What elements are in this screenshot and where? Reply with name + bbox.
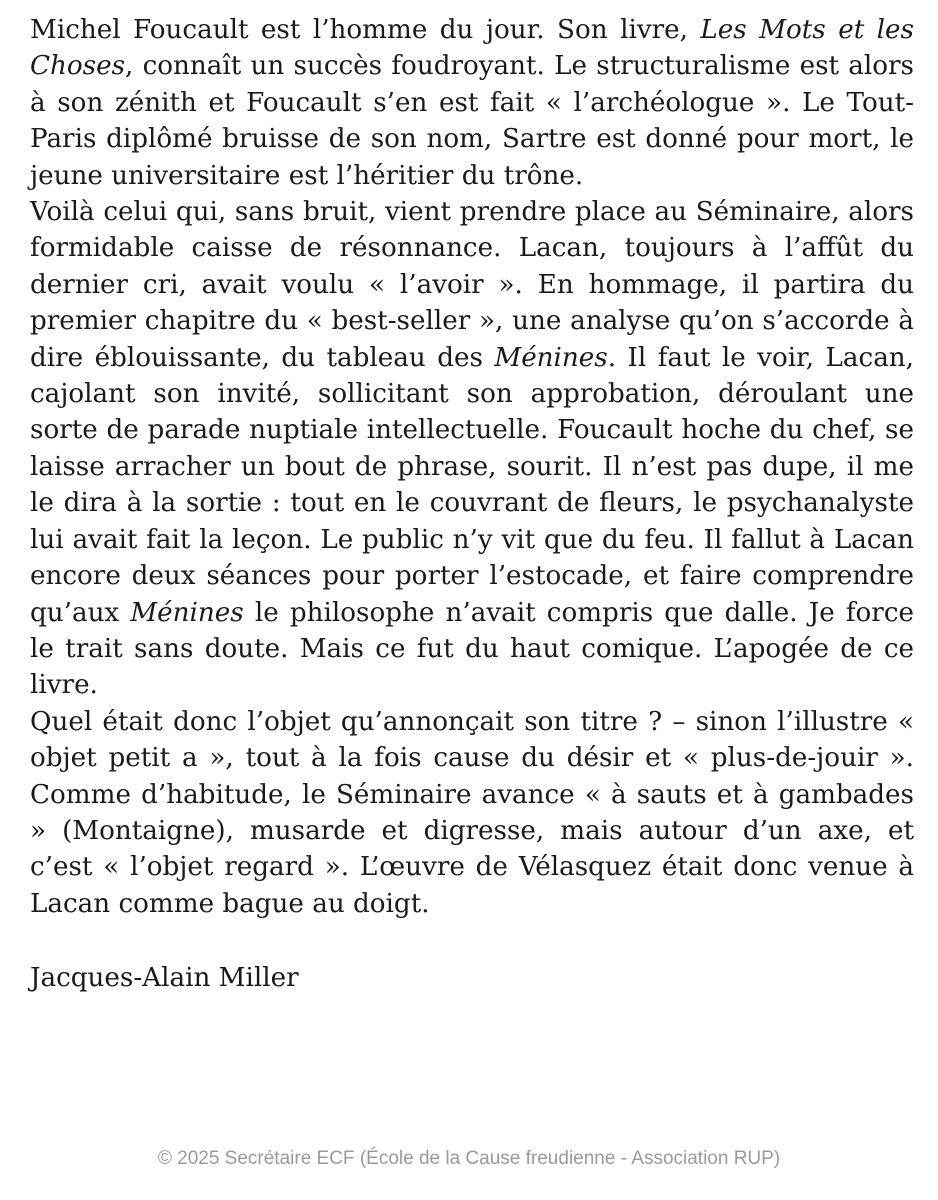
painting-title: Ménines — [130, 597, 244, 628]
paragraph-text: . Il faut le voir, Lacan, cajolant son invité, sollicitant son approbation, déroulant une sorte de parade nuptiale intellectuelle. Foucault hoche du chef, se laisse arracher un bout de phrase, sourit. Il n’est pas dupe, il me le dira à la sortie : tout en le couvrant de fleurs, le psychanalyste lui avait fait la leçon. Le public n’y vit que du feu. Il fallut à Lacan encore deux séances pour porter l’estocade, et faire comprendre qu’aux — [30, 342, 914, 628]
paragraph-text: Michel Foucault est l’homme du jour. Son livre, — [30, 15, 701, 45]
book-title: Les Mots et les Choses — [30, 15, 914, 82]
paragraph-1 — [30, 12, 914, 194]
copyright-footer: © 2025 Secrétaire ECF (École de la Cause freudienne - Association RUP) — [157, 1148, 781, 1169]
paragraph-text: Quel était donc l’objet qu’annonçait son titre ? – sinon l’illustre « objet petit a », tout à la fois cause du désir et « plus-de-jouir ». Comme d’habitude, le Séminaire avance « à sauts et à gambades » (Montaigne), musarde et digresse, mais autour d’un axe, et c’est « l’objet regard ». L’œuvre de Vélasquez était donc venue à Lacan comme bague au doigt. — [30, 706, 914, 919]
paragraph-3 — [30, 704, 914, 922]
author-signature: Jacques-Alain Miller — [30, 963, 299, 994]
article-body — [30, 12, 914, 997]
paragraph-2 — [30, 194, 914, 704]
paragraph-text: le philosophe n’avait compris que dalle. Je force le trait sans doute. Mais ce fut du haut comique. L’apogée de ce livre. — [30, 597, 914, 701]
painting-title: Ménines — [494, 342, 608, 373]
paragraph-text: , connaît un succès foudroyant. Le structuralisme est alors à son zénith et Foucault s’en est fait « l’archéologue ». Le Tout-Paris diplômé bruisse de son nom, Sartre est donné pour mort, le jeune universitaire est l’héritier du trône. — [30, 51, 914, 191]
paragraph-text: Voilà celui qui, sans bruit, vient prendre place au Séminaire, alors formidable caisse de résonnance. Lacan, toujours à l’affût du dernier cri, avait voulu « l’avoir ». En hommage, il partira du premier chapitre du « best-seller », une analyse qu’on s’accorde à dire éblouissante, du tableau des — [30, 197, 914, 373]
